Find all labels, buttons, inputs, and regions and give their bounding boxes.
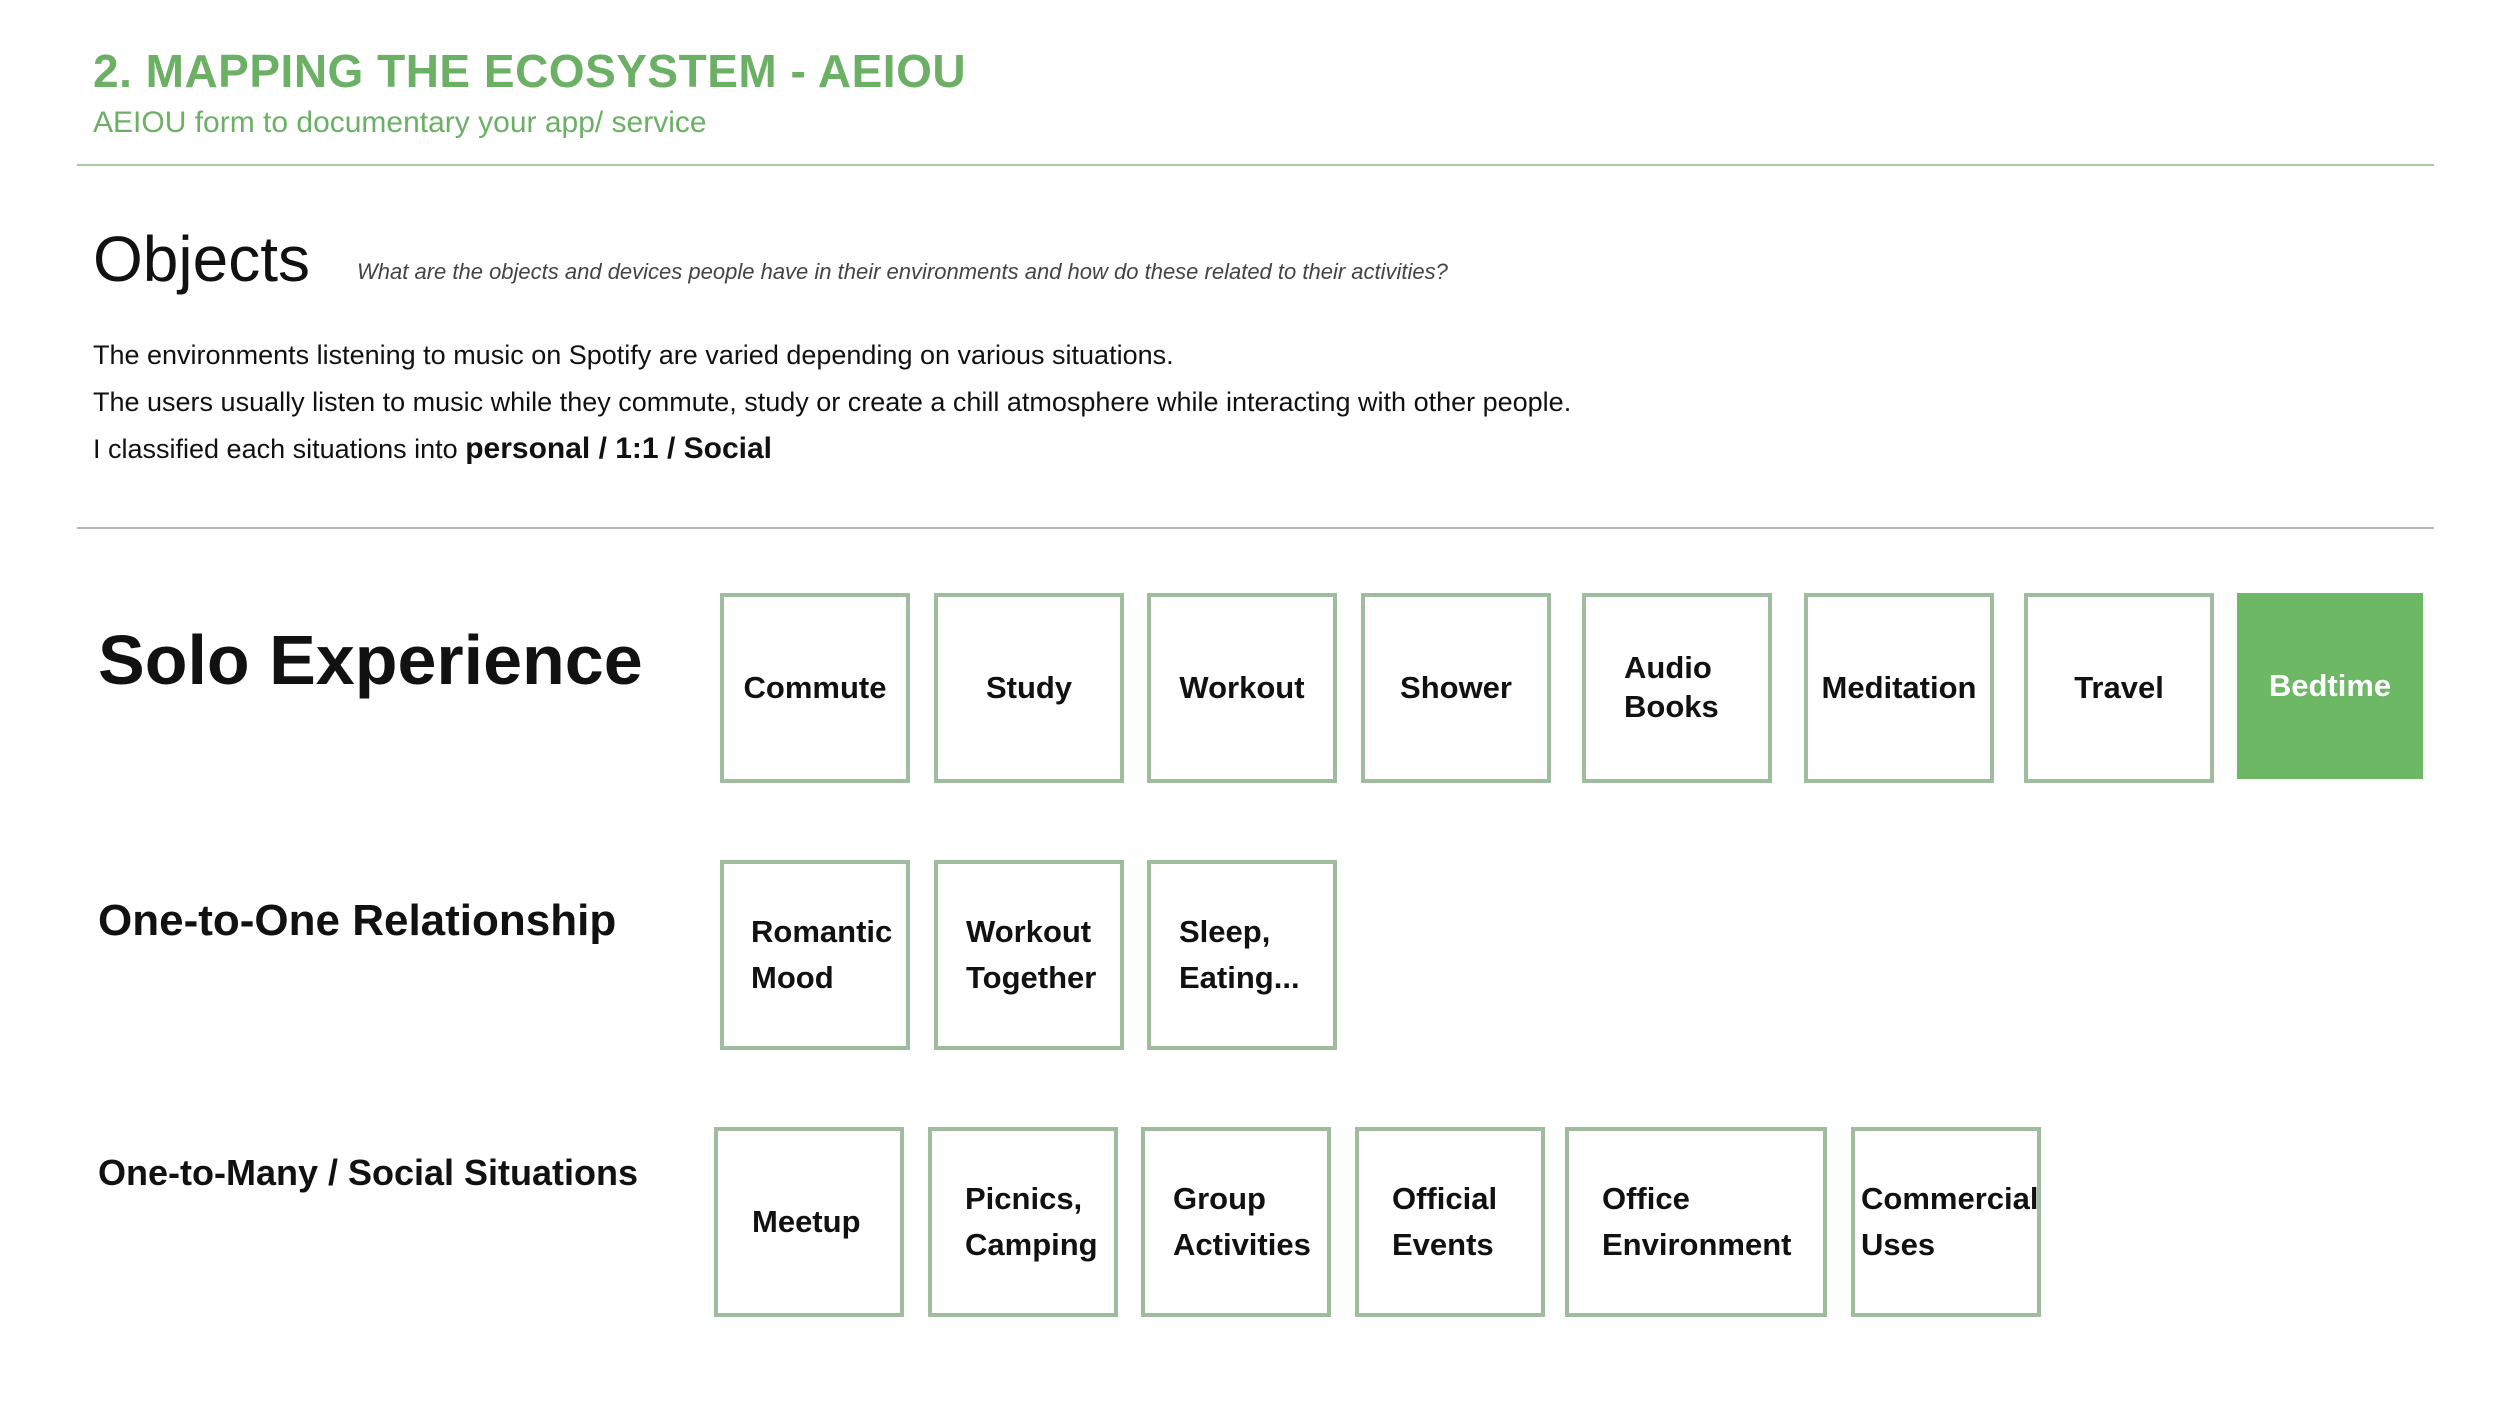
card-audio-books: Audio Books <box>1582 593 1772 783</box>
paragraph-classification <box>93 432 772 466</box>
group-label-one-to-one: One-to-One Relationship <box>98 896 617 945</box>
card-official-events: Official Events <box>1355 1127 1545 1317</box>
section-divider <box>77 527 2434 529</box>
card-sleep-eating: Sleep, Eating... <box>1147 860 1337 1050</box>
card-study: Study <box>934 593 1124 783</box>
card-meetup: Meetup <box>714 1127 904 1317</box>
classification-bold: personal / 1:1 / Social <box>465 432 772 465</box>
page-title: 2. MAPPING THE ECOSYSTEM - AEIOU <box>93 45 967 97</box>
card-picnics-camping: Picnics, Camping <box>928 1127 1118 1317</box>
card-commercial-uses: Commercial Uses <box>1851 1127 2041 1317</box>
card-workout: Workout <box>1147 593 1337 783</box>
card-workout-together: Workout Together <box>934 860 1124 1050</box>
card-group-activities: Group Activities <box>1141 1127 1331 1317</box>
card-romantic-mood: Romantic Mood <box>720 860 910 1050</box>
section-title: Objects <box>93 223 310 295</box>
card-bedtime: Bedtime <box>2237 593 2423 779</box>
card-travel: Travel <box>2024 593 2214 783</box>
card-shower: Shower <box>1361 593 1551 783</box>
header-divider <box>77 164 2434 166</box>
card-meditation: Meditation <box>1804 593 1994 783</box>
classification-prefix: I classified each situations into <box>93 434 466 464</box>
paragraph-users: The users usually listen to music while they commute, study or create a chill atmosphere while interacting with other people. <box>93 387 1572 417</box>
paragraph-environments: The environments listening to music on Spotify are varied depending on various situations. <box>93 340 1174 370</box>
section-question: What are the objects and devices people have in their environments and how do these related to their activities? <box>357 259 1448 284</box>
card-commute: Commute <box>720 593 910 783</box>
group-label-one-to-many: One-to-Many / Social Situations <box>98 1152 639 1193</box>
card-office-environment: Office Environment <box>1565 1127 1827 1317</box>
page-subtitle: AEIOU form to documentary your app/ service <box>93 106 707 139</box>
group-label-solo: Solo Experience <box>98 621 643 699</box>
